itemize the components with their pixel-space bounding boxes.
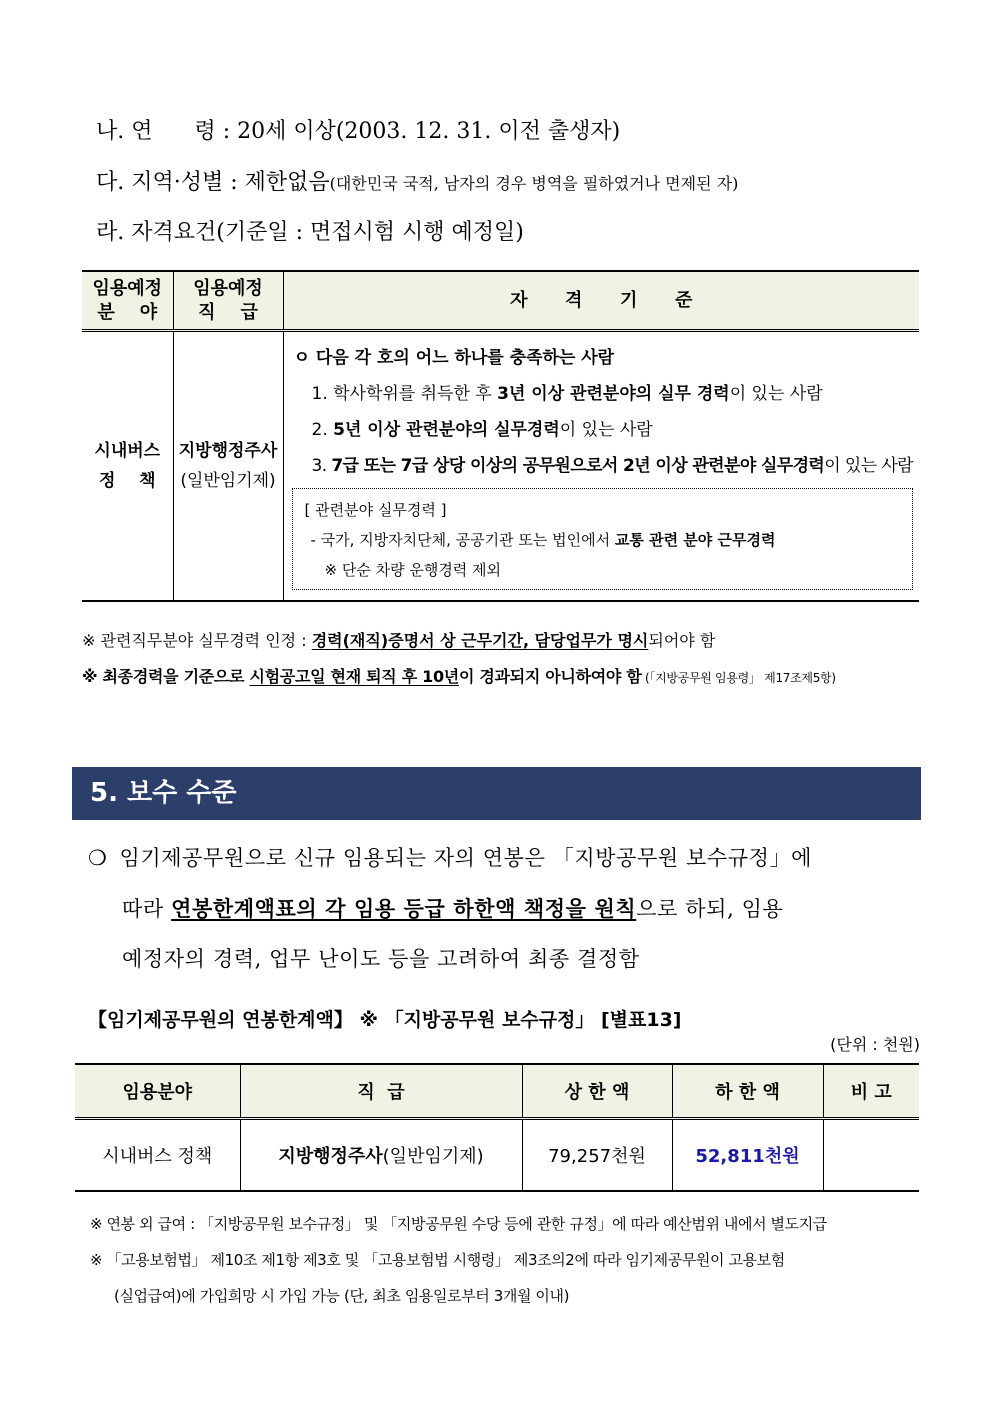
pay-paragraph-line1 (88, 842, 812, 872)
pay-header-field: 임용분야 (75, 1064, 240, 1119)
note-1 (82, 628, 715, 651)
row-criteria (283, 331, 919, 602)
experience-box-note: ※ 단순 차량 운행경력 제외 (324, 561, 502, 579)
region-line (96, 165, 738, 196)
criteria-item-2-bold: 5년 이상 관련분야의 실무경력 (333, 420, 560, 440)
row-rank (173, 331, 283, 602)
qualification-table-row (82, 331, 919, 602)
note-2-bold: 시험공고일 현재 퇴직 후 10년 (249, 667, 459, 686)
pay-row-rank (240, 1119, 522, 1192)
pay-row-field: 시내버스 정책 (75, 1119, 240, 1192)
qualification-text: 라. 자격요건(기준일 : 면접시험 시행 예정일) (96, 220, 524, 245)
pay-table-row (75, 1119, 919, 1192)
qualification-table (82, 270, 919, 602)
pay-row-remark (823, 1119, 919, 1192)
note-2-small: (「지방공무원 임용령」 제17조제5항) (641, 671, 836, 685)
note-1-bold: 경력(재직)증명서 상 근무기간, 담당업무가 명시 (311, 631, 649, 650)
footnote-1: ※ 연봉 외 급여 : 「지방공무원 보수규정」 및 「지방공무원 수당 등에 관한 규정」에 따라 예산범위 내에서 별도지급 (90, 1215, 827, 1233)
criteria-item-1 (292, 376, 914, 412)
pay-paragraph-line2-post: 으로 하되, 임용 (636, 897, 784, 921)
note-2 (82, 664, 836, 687)
pay-header-rank: 직 급 (240, 1064, 522, 1119)
pay-paragraph-line2-pre: 따라 (122, 897, 172, 921)
experience-box-title: [ 관련분야 실무경력 ] (304, 501, 447, 519)
pay-paragraph-line1-text: 임기제공무원으로 신규 임용되는 자의 연봉은 「지방공무원 보수규정」에 (119, 846, 813, 870)
header-criteria: 자 격 기 준 (283, 271, 919, 331)
criteria-item-3 (292, 448, 914, 484)
criteria-item-1-pre: 1. 학사학위를 취득한 후 (311, 384, 498, 404)
pay-paragraph-line3 (122, 943, 640, 973)
row-field-line1: 시내버스 (94, 441, 161, 461)
region-label: 다. 지역·성별 : (96, 170, 238, 195)
criteria-item-3-post: 이 있는 사람 (824, 456, 913, 476)
experience-box (292, 488, 914, 590)
pay-row-lower: 52,811천원 (672, 1119, 823, 1192)
criteria-item-1-bold: 3년 이상 관련분야의 실무 경력 (497, 384, 730, 404)
section-header: 5. 보수 수준 (72, 767, 921, 820)
age-value: 20세 이상(2003. 12. 31. 이전 출생자) (237, 119, 621, 144)
criteria-item-3-pre: 3. (311, 456, 332, 476)
pay-table-header (75, 1064, 919, 1119)
header-field-line1: 임용예정 (92, 277, 163, 299)
pay-header-lower: 하 한 액 (672, 1064, 823, 1119)
pay-paragraph-line2 (122, 893, 783, 923)
header-rank-line1: 임용예정 (193, 277, 263, 299)
criteria-item-3-bold: 7급 또는 7급 상당 이상의 공무원으로서 2년 이상 관련분야 실무경력 (331, 456, 825, 476)
row-rank-line1: 지방행정주사 (178, 441, 278, 461)
age-line (96, 114, 620, 145)
row-field (82, 331, 173, 602)
pay-table (75, 1063, 919, 1192)
qualification-line (96, 215, 524, 246)
age-label: 나. 연 령 : (96, 119, 231, 144)
experience-box-line-bold: 교통 관련 분야 근무경력 (614, 531, 776, 549)
note-2-post: 이 경과되지 아니하여야 함 (458, 667, 642, 686)
pay-paragraph-line2-bold: 연봉한계액표의 각 임용 등급 하한액 책정을 원칙 (171, 896, 637, 921)
criteria-lead: ㅇ 다음 각 호의 어느 하나를 충족하는 사람 (293, 348, 615, 368)
experience-box-line-pre: - 국가, 지방자치단체, 공공기관 또는 법인에서 (310, 531, 615, 549)
experience-box-line (305, 525, 903, 555)
qualification-table-header (82, 271, 919, 331)
header-field (82, 271, 173, 331)
criteria-item-2-post: 이 있는 사람 (559, 420, 653, 440)
row-field-line2: 정 책 (98, 471, 156, 491)
note-2-pre: ※ 최종경력을 기준으로 (82, 667, 250, 686)
row-rank-line2: (일반임기제) (180, 471, 276, 491)
bullet-circle: ❍ (88, 846, 107, 870)
pay-table-unit: (단위 : 천원) (830, 1035, 920, 1054)
pay-paragraph-line3-text: 예정자의 경력, 업무 난이도 등을 고려하여 최종 결정함 (122, 947, 640, 971)
pay-header-remark: 비 고 (823, 1064, 919, 1119)
region-note: (대한민국 국적, 남자의 경우 병역을 필하였거나 면제된 자) (329, 174, 739, 193)
criteria-item-1-post: 이 있는 사람 (729, 384, 823, 404)
pay-row-upper: 79,257천원 (522, 1119, 672, 1192)
header-rank (173, 271, 283, 331)
pay-table-title: 【임기제공무원의 연봉한계액】 ※ 「지방공무원 보수규정」 [별표13] (88, 1009, 682, 1031)
pay-row-rank-bold: 지방행정주사 (278, 1146, 383, 1167)
footnote-2a: ※ 「고용보험법」 제10조 제1항 제3호 및 「고용보험법 시행령」 제3조의2에 따라 임기제공무원이 고용보험 (90, 1251, 785, 1269)
pay-header-upper: 상 한 액 (522, 1064, 672, 1119)
header-rank-line2: 직 급 (198, 301, 258, 323)
header-field-line2: 분 야 (97, 301, 158, 323)
note-1-post: 되어야 함 (648, 631, 716, 650)
pay-row-rank-rest: (일반임기제) (382, 1146, 484, 1167)
criteria-item-2 (292, 412, 914, 448)
note-1-pre: ※ 관련직무분야 실무경력 인정 : (82, 631, 312, 650)
criteria-item-2-pre: 2. (311, 420, 334, 440)
region-value: 제한없음 (244, 170, 330, 195)
footnote-2b: (실업급여)에 가입희망 시 가입 가능 (단, 최초 임용일로부터 3개월 이내) (114, 1287, 570, 1305)
